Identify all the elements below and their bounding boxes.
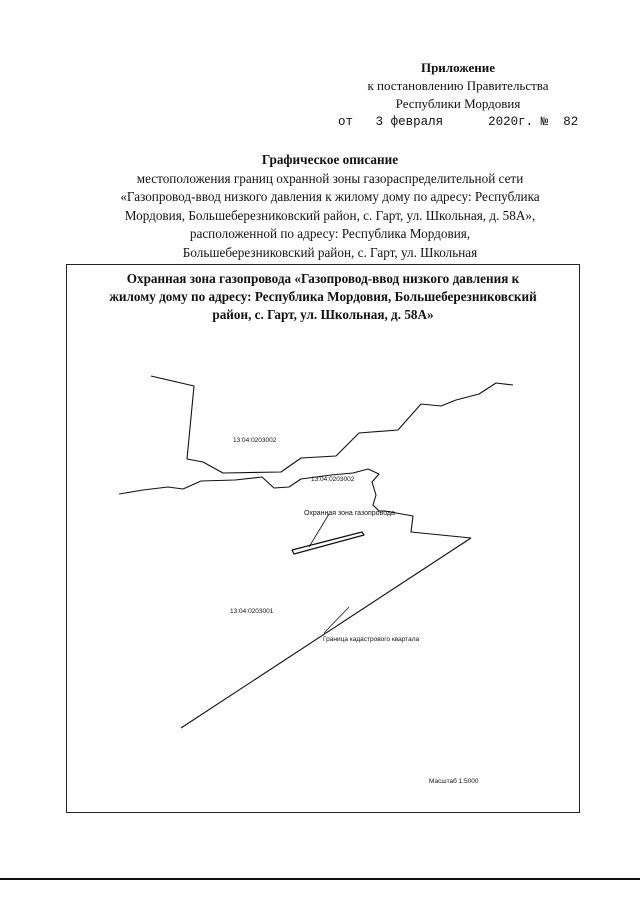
protection-zone-label: Охранная зона газопровода bbox=[304, 510, 395, 517]
gas-pipeline-protection-zone bbox=[292, 532, 364, 554]
document-heading bbox=[60, 151, 600, 262]
bottom-rule bbox=[0, 878, 640, 880]
map-title-line-1: Охранная зона газопровода «Газопровод-ввод низкого давления к bbox=[126, 271, 520, 286]
map-title-line-2: жилому дому по адресу: Республика Мордовия, Большеберезниковский bbox=[109, 289, 537, 304]
heading-line-4: расположенной по адресу: Республика Мордовия, bbox=[189, 226, 471, 241]
date-day: 3 bbox=[375, 115, 384, 129]
scale-label: Масштаб 1:5000 bbox=[429, 778, 479, 785]
heading-line-5: Большеберезниковский район, с. Гарт, ул. Школьная bbox=[182, 244, 478, 260]
parcel-label-middle: 13:04:0203002 bbox=[311, 476, 355, 483]
heading-title: Графическое описание bbox=[261, 152, 399, 167]
heading-line-1: местоположения границ охранной зоны газораспределительной сети bbox=[136, 170, 524, 186]
parcel-boundary-west bbox=[151, 376, 513, 473]
parcel-label-lower: 13:04:0203001 bbox=[230, 608, 274, 615]
quarter-boundary-label: Граница кадастрового квартала bbox=[323, 636, 420, 643]
document-number: 82 bbox=[563, 115, 579, 129]
date-month: февраля bbox=[390, 115, 444, 129]
number-sign: № bbox=[540, 115, 549, 129]
map-frame bbox=[66, 264, 580, 813]
date-year-suffix: 20 bbox=[503, 115, 519, 129]
cadastral-map bbox=[67, 265, 579, 812]
date-prefix: от bbox=[338, 115, 354, 129]
map-title-line-3: район, с. Гарт, ул. Школьная, д. 58А» bbox=[212, 307, 434, 322]
appendix-line-2: Республики Мордовия bbox=[395, 96, 521, 111]
protection-zone-leader bbox=[309, 514, 329, 547]
appendix-block bbox=[338, 59, 578, 131]
parcel-label-upper: 13:04:0203002 bbox=[233, 437, 277, 444]
parcel-boundary-middle bbox=[119, 469, 471, 538]
appendix-title: Приложение bbox=[420, 60, 496, 75]
date-year-label: г. bbox=[518, 115, 534, 129]
appendix-date-line bbox=[338, 113, 578, 131]
heading-line-2: «Газопровод-ввод низкого давления к жилому дому по адресу: Республика bbox=[120, 189, 540, 204]
cadastral-quarter-boundary bbox=[181, 538, 471, 728]
heading-line-3: Мордовия, Большеберезниковский район, с. Гарт, ул. Школьная, д. 58А», bbox=[124, 207, 536, 223]
date-year-century: 20 bbox=[488, 115, 504, 129]
appendix-line-1: к постановлению Правительства bbox=[367, 78, 549, 93]
